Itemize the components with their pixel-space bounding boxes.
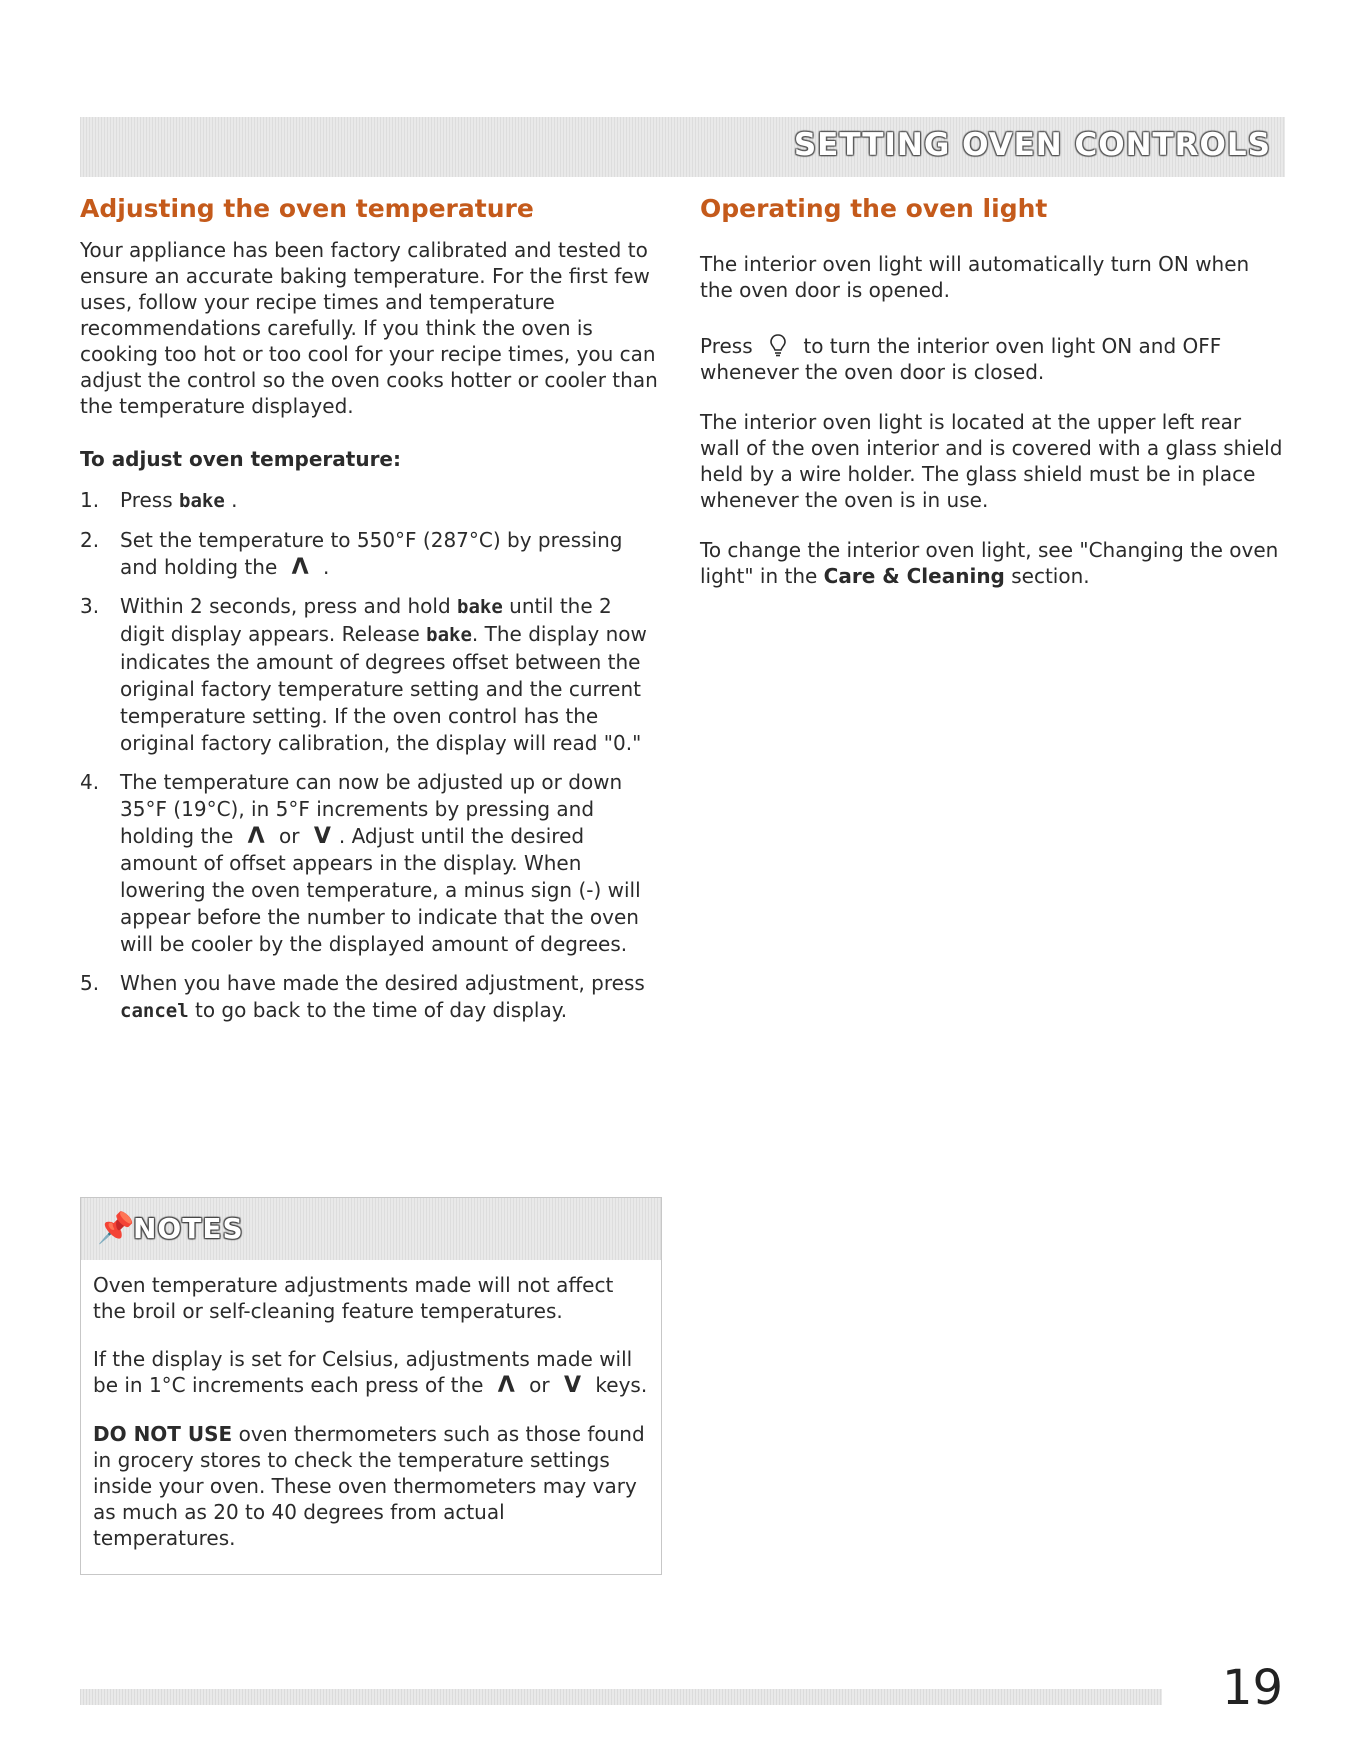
up-arrow-icon: Λ bbox=[497, 1373, 515, 1398]
oven-light-text: to turn the interior oven light ON and OFF whenever the oven door is closed. bbox=[700, 334, 1222, 384]
adjust-temp-subheading: To adjust oven temperature: bbox=[80, 447, 401, 471]
note-3 bbox=[93, 1421, 649, 1551]
up-arrow-icon: Λ bbox=[247, 824, 265, 849]
do-not-use-warning: DO NOT USE bbox=[93, 1422, 233, 1446]
note-text: keys. bbox=[595, 1373, 648, 1397]
step-1 bbox=[80, 487, 660, 515]
step-number: 1. bbox=[80, 488, 100, 512]
note-text: oven thermometers such as those found in grocery stores to check the temperature settings inside your oven. These oven thermometers may vary as much as 20 to 40 degrees from actual temperatures. bbox=[93, 1422, 645, 1550]
notes-title: NOTES bbox=[133, 1212, 244, 1245]
step-text: When you have made the desired adjustment, press bbox=[120, 971, 645, 995]
oven-light-text: To change the interior oven light, see "Changing the oven light" in the bbox=[700, 538, 1279, 588]
note-2 bbox=[93, 1346, 649, 1399]
oven-light-text: section. bbox=[1011, 564, 1090, 588]
note-text: If the display is set for Celsius, adjustments made will be in 1°C increments each press of the bbox=[93, 1347, 633, 1397]
down-arrow-icon: V bbox=[564, 1373, 582, 1398]
step-text: . The display now indicates the amount of degrees offset between the original factory temperature setting and the current temperature setting. If the oven control has the original factory calibration, the display will read "0." bbox=[120, 622, 647, 755]
oven-light-p2 bbox=[700, 333, 1285, 385]
step-text: until the 2 digit display appears. Release bbox=[120, 594, 612, 646]
notes-header bbox=[81, 1198, 661, 1260]
oven-light-p3: The interior oven light is located at the upper left rear wall of the oven interior and is covered with a glass shield held by a wire holder. The glass shield must be in place whenever the oven is in use. bbox=[700, 410, 1283, 512]
adjust-temp-heading: Adjusting the oven temperature bbox=[80, 194, 534, 223]
step-text: . Adjust until the desired amount of offset appears in the display. When lowering the oven temperature, a minus sign (-) will appear before the number to indicate that the oven will be cooler by the displayed amount of degrees. bbox=[120, 824, 641, 956]
left-column bbox=[80, 194, 660, 1037]
bake-key-label: bake bbox=[179, 490, 225, 512]
step-text: . bbox=[323, 555, 330, 579]
step-text: Press bbox=[120, 488, 173, 512]
light-bulb-icon bbox=[769, 333, 787, 359]
step-number: 4. bbox=[80, 770, 100, 794]
cancel-key-label: cancel bbox=[120, 1000, 189, 1022]
note-text: or bbox=[529, 1373, 550, 1397]
care-cleaning-reference: Care & Cleaning bbox=[823, 564, 1005, 588]
step-number: 2. bbox=[80, 528, 100, 552]
pushpin-icon: 📌 bbox=[97, 1211, 135, 1246]
step-number: 3. bbox=[80, 594, 100, 618]
down-arrow-icon: V bbox=[313, 824, 331, 849]
step-text: The temperature can now be adjusted up or down 35°F (19°C), in 5°F increments by pressing and holding the bbox=[120, 770, 623, 848]
step-text: to go back to the time of day display. bbox=[195, 998, 568, 1022]
footer-band bbox=[80, 1689, 1162, 1705]
step-text: Set the temperature to 550°F (287°C) by pressing and holding the bbox=[120, 528, 623, 579]
step-2 bbox=[80, 527, 660, 581]
notes-body bbox=[81, 1260, 661, 1551]
step-3 bbox=[80, 593, 660, 757]
step-4 bbox=[80, 769, 660, 958]
note-1: Oven temperature adjustments made will not affect the broil or self-cleaning feature temperatures. bbox=[93, 1273, 614, 1323]
step-text: Within 2 seconds, press and hold bbox=[120, 594, 451, 618]
section-title: SETTING OVEN CONTROLS bbox=[793, 127, 1271, 163]
bake-key-label: bake bbox=[457, 596, 503, 618]
oven-light-text: Press bbox=[700, 334, 753, 358]
adjust-steps-list bbox=[80, 487, 660, 1025]
oven-light-p4 bbox=[700, 537, 1285, 589]
oven-light-p1: The interior oven light will automatically turn ON when the oven door is opened. bbox=[700, 252, 1250, 302]
step-number: 5. bbox=[80, 971, 100, 995]
step-5 bbox=[80, 970, 660, 1025]
section-header-band bbox=[80, 117, 1285, 177]
step-text: . bbox=[231, 488, 238, 512]
bake-key-label: bake bbox=[426, 624, 472, 646]
up-arrow-icon: Λ bbox=[291, 555, 309, 580]
page-number: 19 bbox=[1222, 1660, 1284, 1716]
step-text: or bbox=[279, 824, 300, 848]
notes-box bbox=[80, 1197, 662, 1575]
right-column bbox=[700, 194, 1285, 613]
oven-light-heading: Operating the oven light bbox=[700, 194, 1048, 223]
adjust-temp-intro: Your appliance has been factory calibrated and tested to ensure an accurate baking temperature. For the first few uses, follow your recipe times and temperature recommendations carefully. If you think the oven is cooking too hot or too cool for your recipe times, you can adjust the control so the oven cooks hotter or cooler than the temperature displayed. bbox=[80, 238, 658, 418]
